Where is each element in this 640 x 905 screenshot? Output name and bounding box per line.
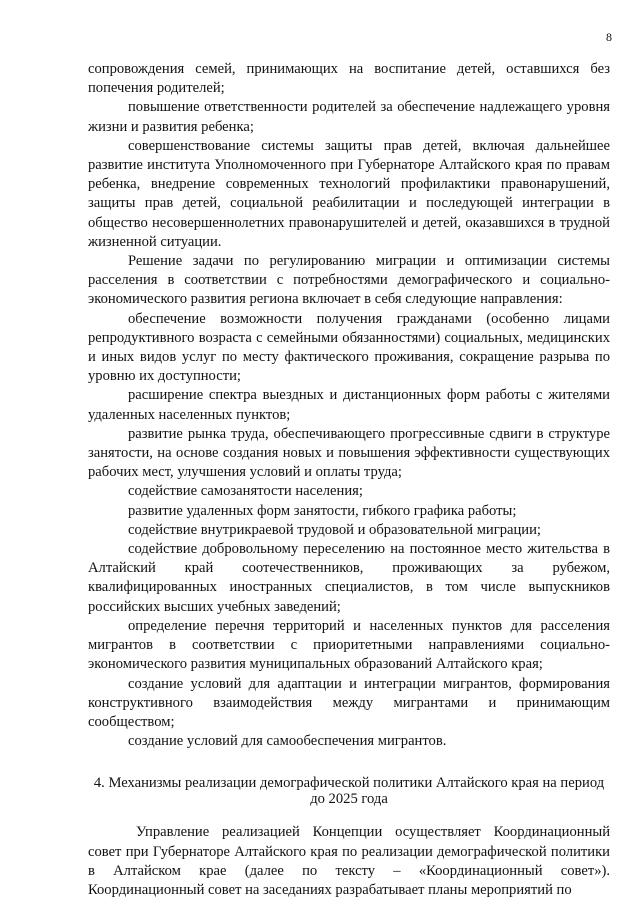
paragraph: развитие удаленных форм занятости, гибкого графика работы; bbox=[128, 502, 517, 519]
paragraph: содействие добровольному переселению на постоянное место жительства в Алтайский край соотечественников, проживающих за рубежом, квалифицированных иностранных специалистов, в том числе выпускников российских высших учебных заведений; bbox=[88, 541, 610, 615]
paragraph: совершенствование системы защиты прав детей, включая дальнейшее развитие института Уполномоченного при Губернаторе Алтайского края по правам ребенка, внедрение современных технологий профилактики правонарушений, защиты прав детей, социальной реабилитации и последующей интеграции в общество несовершеннолетних правонарушителей и детей, оказавшихся в трудной жизненной ситуации. bbox=[88, 137, 610, 250]
paragraph: обеспечение возможности получения гражданами (особенно лицами репродуктивного возраста с семейными обязанностями) социальных, медицинских и иных видов услуг по месту фактического проживания, сокращение разрыва по уровню их доступности; bbox=[88, 310, 610, 385]
section-heading: 4. Механизмы реализации демографической политики Алтайского края на период до 2025 года bbox=[93, 775, 605, 807]
paragraph: создание условий для адаптации и интеграции мигрантов, формирования конструктивного взаимодействия между мигрантами и принимающим сообществом; bbox=[88, 675, 610, 730]
paragraph: расширение спектра выездных и дистанционных форм работы с жителями удаленных населенных пунктов; bbox=[88, 387, 610, 423]
paragraph: сопровождения семей, принимающих на воспитание детей, оставшихся без попечения родителей; bbox=[88, 61, 610, 97]
paragraph: развитие рынка труда, обеспечивающего прогрессивные сдвиги в структуре занятости, на основе создания новых и повышения эффективности существующих рабочих мест, улучшения условий и оплаты труда; bbox=[88, 425, 610, 481]
paragraph: определение перечня территорий и населенных пунктов для расселения мигрантов в соответствии с приоритетными направлениями социально-экономического развития муниципальных образований Алтайского края; bbox=[88, 617, 610, 673]
paragraph: содействие самозанятости населения; bbox=[128, 483, 363, 500]
paragraph: содействие внутрикраевой трудовой и образовательной миграции; bbox=[128, 521, 541, 538]
section-paragraph: Управление реализацией Концепции осуществляет Координационный совет при Губернаторе Алтайского края по реализации демографической политики в Алтайском крае (далее по тексту – «Координационный совет»). Координационный совет на заседаниях разрабатывает планы мероприятий по bbox=[88, 824, 610, 898]
document-body bbox=[88, 60, 610, 900]
page-number: 8 bbox=[606, 30, 612, 44]
paragraph: Решение задачи по регулированию миграции и оптимизации системы расселения в соответствии с потребностями демографического и социально-экономического развития региона включает в себя следующие направления: bbox=[88, 253, 610, 308]
paragraph: повышение ответственности родителей за обеспечение надлежащего уровня жизни и развития ребенка; bbox=[88, 99, 610, 135]
paragraph: создание условий для самообеспечения мигрантов. bbox=[128, 733, 447, 750]
